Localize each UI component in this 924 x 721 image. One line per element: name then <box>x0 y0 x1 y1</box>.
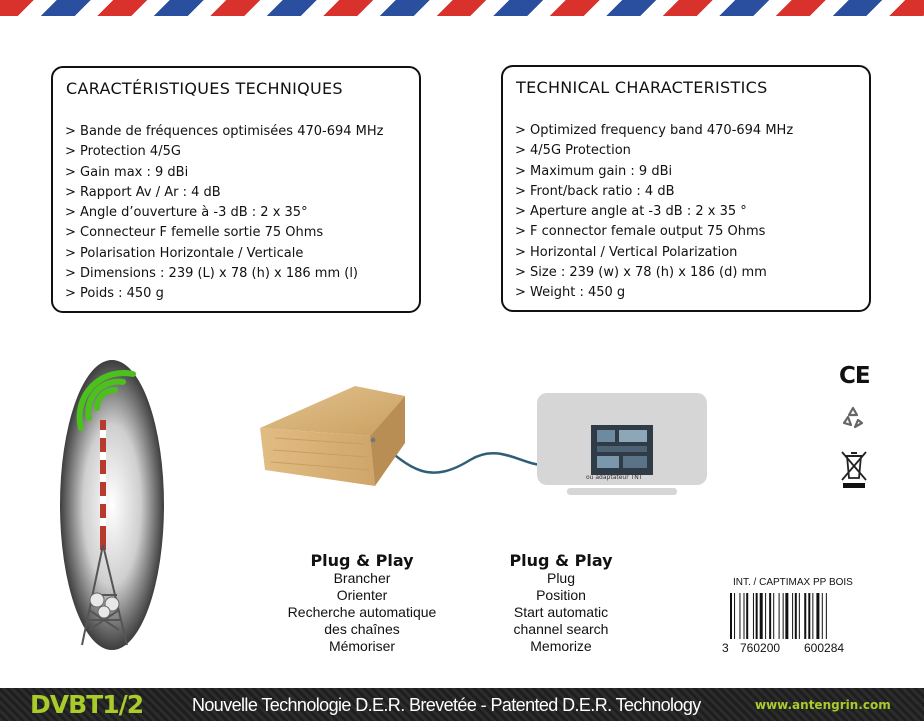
barcode-bar <box>744 593 745 639</box>
barcode-bar <box>739 593 740 639</box>
plug-play-fr-step: Brancher <box>333 570 391 586</box>
barcode-bar <box>785 593 788 639</box>
fr-spec-item: > Rapport Av / Ar : 4 dB <box>65 184 221 200</box>
en-characteristics-card <box>501 65 871 312</box>
barcode-bar <box>812 593 813 639</box>
plug-play-en <box>471 551 651 655</box>
tower-icon <box>57 360 167 650</box>
plug-play-en-step: Position <box>536 587 586 603</box>
plug-play-en-step: Start automatic <box>513 604 609 620</box>
barcode-bar <box>760 593 763 639</box>
barcode-bar <box>779 593 780 639</box>
barcode-bar <box>734 593 735 639</box>
fr-spec-item: > Angle d’ouverture à -3 dB : 2 x 35° <box>65 205 308 221</box>
barcode-bar <box>769 593 771 639</box>
barcode-digit-first: 3 <box>722 641 729 655</box>
fr-card-title: CARACTÉRISTIQUES TECHNIQUES <box>66 79 343 98</box>
en-spec-item: > F connector female output 75 Ohms <box>515 224 766 240</box>
en-card-title: TECHNICAL CHARACTERISTICS <box>516 78 768 97</box>
en-spec-item: > Size : 239 (w) x 78 (h) x 186 (d) mm <box>515 265 767 281</box>
barcode-bar <box>753 593 754 639</box>
plug-play-en-step: Plug <box>546 570 576 586</box>
tv-caption: ou adaptateur TNT <box>586 474 643 481</box>
footer-tagline: Nouvelle Technologie D.E.R. Brevetée - Patented D.E.R. Technology <box>192 695 701 715</box>
wooden-antenna-icon <box>255 378 415 488</box>
plug-play-fr-title: Plug & Play <box>310 551 414 570</box>
barcode-bar <box>792 593 793 639</box>
dvbt-logo: DVBT1/2 <box>30 690 144 719</box>
fr-spec-list <box>65 122 383 305</box>
barcode-bar <box>799 593 800 639</box>
fr-spec-item: > Connecteur F femelle sortie 75 Ohms <box>65 225 324 241</box>
en-spec-item: > Weight : 450 g <box>515 285 626 301</box>
plug-play-fr-step: Orienter <box>336 587 388 603</box>
fr-characteristics-card <box>51 66 421 313</box>
product-reference: INT. / CAPTIMAX PP BOIS <box>733 577 853 588</box>
barcode-bar <box>804 593 806 639</box>
weee-bin-icon <box>840 450 868 490</box>
en-spec-item: > Maximum gain : 9 dBi <box>515 163 673 179</box>
en-spec-list <box>515 121 793 304</box>
plug-play-en-step: Memorize <box>530 638 592 654</box>
plug-play-fr-step: Mémoriser <box>328 638 396 654</box>
fr-spec-item: > Gain max : 9 dBi <box>65 164 189 180</box>
tv-screen-icon <box>527 390 712 500</box>
website-link[interactable]: www.antengrin.com <box>755 698 891 712</box>
fr-spec-item: > Polarisation Horizontale / Verticale <box>65 245 304 261</box>
fr-spec-item: > Bande de fréquences optimisées 470-694 MHz <box>65 124 384 139</box>
barcode-bar <box>756 593 758 639</box>
barcode-group-left: 760200 <box>740 641 781 655</box>
plug-play-fr-step: Recherche automatique <box>287 604 437 620</box>
en-spec-item: > Optimized frequency band 470-694 MHz <box>515 123 794 138</box>
barcode-bar <box>816 593 819 639</box>
barcode-bar <box>795 593 797 639</box>
en-spec-item: > Aperture angle at -3 dB : 2 x 35 ° <box>515 204 747 220</box>
en-spec-item: > Horizontal / Vertical Polarization <box>515 244 738 260</box>
barcode-bar <box>746 593 748 639</box>
en-spec-item: > 4/5G Protection <box>515 143 631 159</box>
airmail-border <box>0 0 924 16</box>
barcode-icon <box>726 593 861 643</box>
tower-illustration <box>57 360 167 650</box>
barcode-group-right: 600284 <box>804 641 845 655</box>
barcode-bar <box>826 593 827 639</box>
recycle-icon <box>840 405 866 431</box>
en-spec-item: > Front/back ratio : 4 dB <box>515 183 675 199</box>
plug-play-fr-step: des chaînes <box>324 621 400 637</box>
barcode-bar <box>765 593 766 639</box>
barcode-bar <box>730 593 732 639</box>
plug-play-en-title: Plug & Play <box>509 551 613 570</box>
barcode-bar <box>783 593 784 639</box>
barcode-bar <box>808 593 810 639</box>
fr-spec-item: > Protection 4/5G <box>65 144 181 160</box>
barcode-bar <box>822 593 823 639</box>
barcode-bar <box>773 593 774 639</box>
plug-play-en-step: channel search <box>513 621 609 637</box>
fr-spec-item: > Dimensions : 239 (L) x 78 (h) x 186 mm (l) <box>65 266 359 282</box>
fr-spec-item: > Poids : 450 g <box>65 286 164 302</box>
ce-mark-icon: CE <box>839 363 870 389</box>
plug-play-fr <box>272 551 452 655</box>
